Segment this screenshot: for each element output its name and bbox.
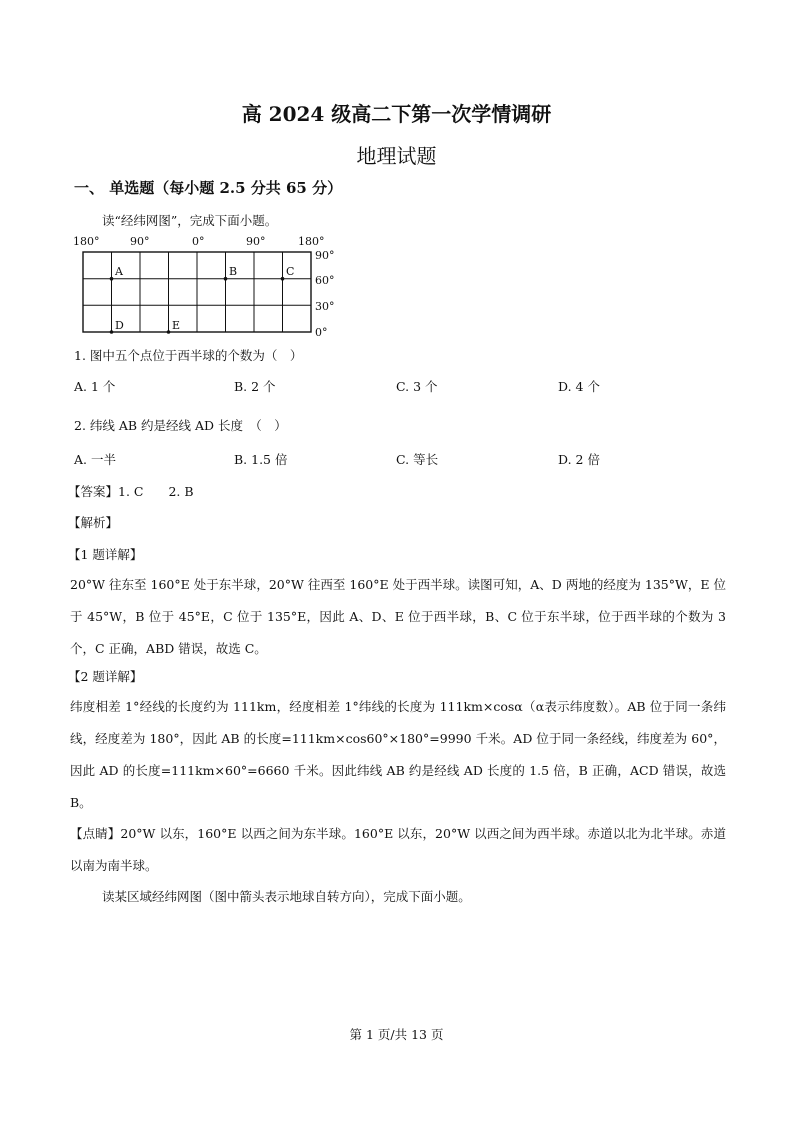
- q1-option-b: B. 2 个: [234, 379, 276, 394]
- lon-label-180w: 180°: [73, 235, 100, 248]
- answer-line: [68, 482, 194, 500]
- point-d-label: D: [115, 319, 124, 332]
- point-a-label: A: [115, 265, 123, 278]
- q2-option-c: C. 等长: [396, 452, 439, 467]
- point-e-marker: [167, 330, 171, 334]
- lon-label-180e: 180°: [298, 235, 325, 248]
- analysis-label: 【解析】: [68, 515, 119, 530]
- lon-label-90e: 90°: [246, 235, 266, 248]
- point-b-label: B: [229, 265, 238, 278]
- tip-text: 20°W 以东，160°E 以西之间为东半球。160°E 以东，20°W 以西之间为西半球。赤道以北为北半球。赤道以南为南半球。: [70, 826, 726, 873]
- question-1-stem: 1. 图中五个点位于西半球的个数为（ ）: [74, 348, 303, 363]
- top-longitude-labels: [73, 235, 325, 248]
- q1-option-d: D. 4 个: [558, 379, 600, 394]
- map-points: [110, 265, 295, 334]
- q1-option-a: A. 1 个: [74, 379, 116, 394]
- q2-detail-label: 【2 题详解】: [68, 669, 143, 684]
- point-d-marker: [110, 330, 114, 334]
- point-b-marker: [224, 277, 228, 281]
- tip-label: 【点睛】: [70, 826, 121, 841]
- point-c-label: C: [286, 265, 295, 278]
- answer-label: 【答案】: [68, 484, 119, 499]
- lon-label-0: 0°: [192, 235, 205, 248]
- tip-block: [70, 818, 726, 882]
- question-2-stem: 2. 纬线 AB 约是经线 AD 长度 （ ）: [74, 418, 287, 433]
- document-title: 高 2024 级高二下第一次学情调研: [241, 102, 552, 126]
- lat-label-90: 90°: [315, 249, 335, 262]
- q2-option-a: A. 一半: [74, 452, 116, 467]
- q1-option-c: C. 3 个: [396, 379, 438, 394]
- question-group-intro-2: 读某区域经纬网图（图中箭头表示地球自转方向），完成下面小题。: [102, 889, 471, 904]
- page-footer: 第 1 页/共 13 页: [349, 1027, 444, 1042]
- section-heading: 一、 单选题（每小题 2.5 分共 65 分）: [74, 179, 343, 197]
- q2-option-d: D. 2 倍: [558, 452, 600, 467]
- latlong-grid-figure: [70, 232, 350, 340]
- lon-label-90w: 90°: [130, 235, 150, 248]
- point-a-marker: [110, 277, 114, 281]
- lat-label-30: 30°: [315, 300, 335, 313]
- question-group-intro: 读“经纬网图”，完成下面小题。: [102, 213, 278, 228]
- q1-detail-text: 20°W 往东至 160°E 处于东半球，20°W 往西至 160°E 处于西半球。读图可知，A、D 两地的经度为 135°W，E 位于 45°W，B 位于 45°E，C 位于 135°E，因此 A、D、E 位于西半球，B、C 位于东半球，位于西半球的个数为 3 个，C 正确，ABD 错误，故选 C。: [70, 577, 726, 656]
- lat-label-0: 0°: [315, 326, 328, 339]
- lat-label-60: 60°: [315, 274, 335, 287]
- q2-detail-text: 纬度相差 1°经线的长度约为 111km，经度相差 1°纬线的长度为 111km×cosα（α表示纬度数）。AB 位于同一条纬线，经度差为 180°，因此 AB 的长度=111km×cos60°×180°=9990 千米。AD 位于同一条经线，纬度差为 60°，因此 AD 的长度=111km×60°=6660 千米。因此纬线 AB 约是经线 AD 长度的 1.5 倍，B 正确，ACD 错误，故选 B。: [70, 699, 726, 810]
- q2-option-b: B. 1.5 倍: [234, 452, 288, 467]
- document-subtitle: 地理试题: [356, 144, 437, 168]
- point-e-label: E: [172, 319, 181, 332]
- right-latitude-labels: [315, 249, 335, 339]
- q1-detail-label: 【1 题详解】: [68, 547, 143, 562]
- answer-text: 1. C 2. B: [118, 484, 194, 499]
- point-c-marker: [281, 277, 285, 281]
